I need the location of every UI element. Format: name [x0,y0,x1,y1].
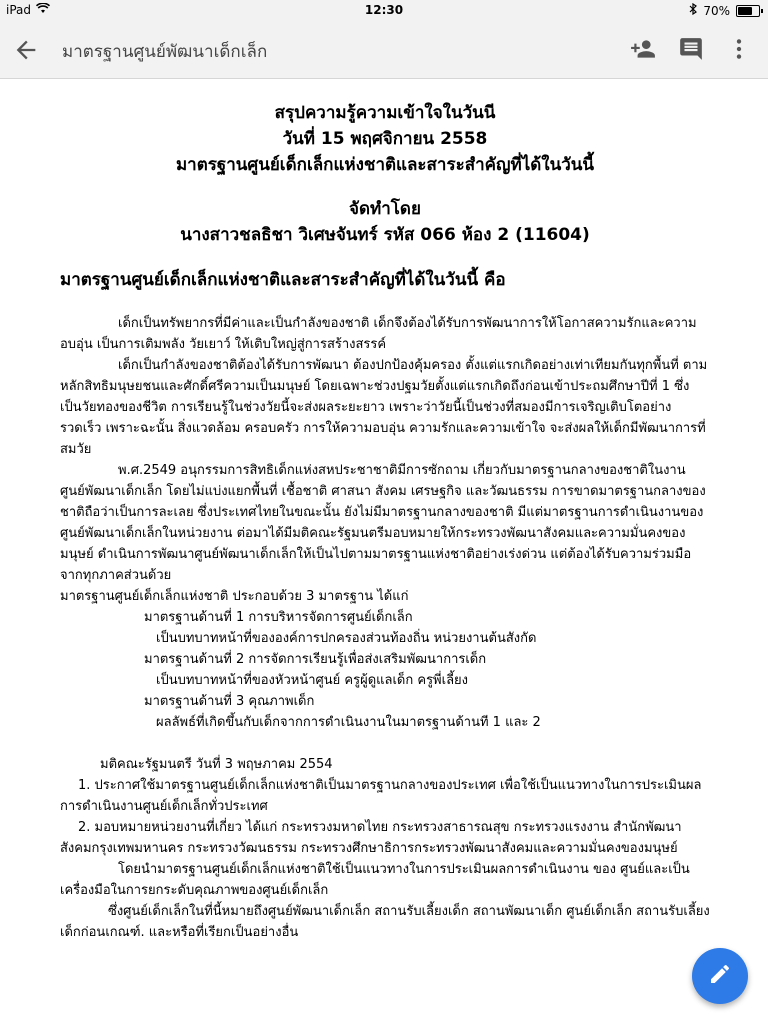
app-bar [0,22,768,79]
paragraph-2: เด็กเป็นกำลังของชาติต้องได้รับการพัฒนา ต้องปกป้องคุ้มครอง ตั้งแต่แรกเกิดอย่างเท่าเทียมกันทุกพื้นที่ ตามหลักสิทธิมนุษยชนและศักดิ์ศรีความเป็นมนุษย์ โดยเฉพาะช่วงปฐมวัยตั้งแต่แรกเกิดถึงก่อนเข้าประถมศึกษาปีที่ 1 ซึ่งเป็นวัยทองของชีวิต การเรียนรู้ในช่วงวัยนี้จะส่งผลระยะยาว เพราะว่าวัยนี้เป็นช่วงที่สมองมีการเจริญเติบโตอย่างรวดเร็ว เพราะฉะนั้น สิ่งแวดล้อม ครอบครัว การให้ความอบอุ่น ความรักและความเข้าใจ จะส่งผลให้เด็กมีพัฒนาการที่สมวัย [60,358,708,457]
standard-3-detail: ผลลัพธ์ที่เกิดขึ้นกับเด็กจากการดำเนินงานในมาตรฐานด้านที 1 และ 2 [156,715,541,730]
heading-line-2: วันที่ 15 พฤศจิกายน 2558 [282,129,488,149]
battery-percent: 70% [703,3,730,18]
back-arrow-icon[interactable] [12,36,40,64]
standard-3-title: มาตรฐานด้านที่ 3 คุณภาพเด็ก [144,694,315,709]
add-person-icon[interactable] [630,36,656,62]
status-time: 12:30 [364,3,404,17]
standards-intro: มาตรฐานศูนย์เด็กเล็กแห่งชาติ ประกอบด้วย 3 มาตรฐาน ได้แก่ [60,589,409,604]
app-bar-actions [630,36,752,62]
pencil-edit-icon [708,962,732,990]
paragraph-3: พ.ศ.2549 อนุกรรมการสิทธิเด็กแห่งสหประชาชาติมีการซักถาม เกี่ยวกับมาตรฐานกลางของชาติในงานศูนย์พัฒนาเด็กเล็ก โดยไม่แบ่งแยกพื้นที่ เชื้อชาติ ศาสนา สังคม เศรษฐกิจ และวัฒนธรรม การขาดมาตรฐานกลางของชาติถือว่าเป็นการละเลย ซึ่งประเทศไทยในขณะนั้น ยังไม่มีมาตรฐานกลางของชาติ มีแต่มาตรฐานการดำเนินงานของศูนย์พัฒนาเด็กเล็กในหน่วยงาน ต่อมาได้มีมติคณะรัฐมนตรีมอบหมายให้กระทรวงพัฒนาสังคมและความมั่นคงของมนุษย์ ดำเนินการพัฒนาศูนย์พัฒนาเด็กเล็กให้เป็นไปตามมาตรฐานแห่งชาติอย่างเร่งด่วน แต่ต้องได้รับความร่วมมือจากทุกภาคส่วนด้วย [60,463,706,583]
status-right [689,3,760,18]
paragraph-5: ซึ่งศูนย์เด็กเล็กในที่นี้หมายถึงศูนย์พัฒนาเด็กเล็ก สถานรับเลี้ยงเด็ก สถานพัฒนาเด็ก ศูนย์เด็กเล็ก สถานรับเลี้ยงเด็กก่อนเกณฑ์. และหรือที่เรียกเป็นอย่างอื่น [60,904,710,940]
more-vert-icon[interactable] [726,36,752,62]
standard-1-title: มาตรฐานด้านที่ 1 การบริหารจัดการศูนย์เด็กเล็ก [144,610,413,625]
status-bar [0,0,768,22]
paragraph-1: เด็กเป็นทรัพยากรที่มีค่าและเป็นกำลังของชาติ เด็กจึงต้องได้รับการพัฒนาการให้โอกาสความรักและความอบอุ่น เป็นการเติมพลัง วัยเยาว์ ให้เติบใหญ่สู่การสร้างสรรค์ [60,316,697,352]
author-label: จัดทำโดย [349,199,421,219]
device-name: iPad [6,3,32,17]
battery-icon [736,5,760,17]
edit-fab-button[interactable] [692,948,748,1004]
heading-line-3: มาตรฐานศูนย์เด็กเล็กแห่งชาติและสาระสำคัญที่ได้ในวันนี้ [175,155,595,175]
standard-1-detail: เป็นบทบาทหน้าที่ขององค์การปกครองส่วนท้องถิ่น หน่วยงานต้นสังกัด [156,631,537,646]
document-title: มาตรฐานศูนย์พัฒนาเด็กเล็ก [62,42,268,62]
standard-2-title: มาตรฐานด้านที่ 2 การจัดการเรียนรู้เพื่อส่งเสริมพัฒนาการเด็ก [144,652,487,667]
section-title: มาตรฐานศูนย์เด็กเล็กแห่งชาติและสาระสำคัญที่ได้ในวันนี้ คือ [60,270,506,290]
author-name: นางสาวชลธิชา วิเศษจันทร์ รหัส 066 ห้อง 2 (11604) [180,225,590,245]
bluetooth-icon [689,3,697,18]
document-body [60,100,710,943]
resolution-item-2: 2. มอบหมายหน่วยงานที่เกี่ยว ได้แก่ กระทรวงมหาดไทย กระทรวงสาธารณสุข กระทรวงแรงงาน สำนักพัฒนาสังคมกรุงเทพมหานคร กระทรวงวัฒนธรรม กระทรวงศึกษาธิการกระทรวงพัฒนาสังคมและความมั่นคงของมนุษย์ [60,820,682,856]
resolution-item-1: 1. ประกาศใช้มาตรฐานศูนย์เด็กเล็กแห่งชาติเป็นมาตรฐานกลางของประเทศ เพื่อใช้เป็นแนวทางในการประเมินผลการดำเนินงานศูนย์เด็กเล็กทั่วประเทศ [60,778,702,814]
paragraph-4: โดยนำมาตรฐานศูนย์เด็กเล็กแห่งชาติใช้เป็นแนวทางในการประเมินผลการดำเนินงาน ของ ศูนย์และเป็นเครื่องมือในการยกระดับคุณภาพของศูนย์เด็กเล็ก [60,862,690,898]
resolution-title: มติคณะรัฐมนตรี วันที่ 3 พฤษภาคม 2554 [100,757,333,772]
comment-icon[interactable] [678,36,704,62]
heading-line-1: สรุปความรู้ความเข้าใจในวันนี [274,103,496,123]
standard-2-detail: เป็นบทบาทหน้าที่ของหัวหน้าศูนย์ ครูผู้ดูแลเด็ก ครูพี่เลี้ยง [156,673,468,688]
battery-fill [738,7,752,15]
